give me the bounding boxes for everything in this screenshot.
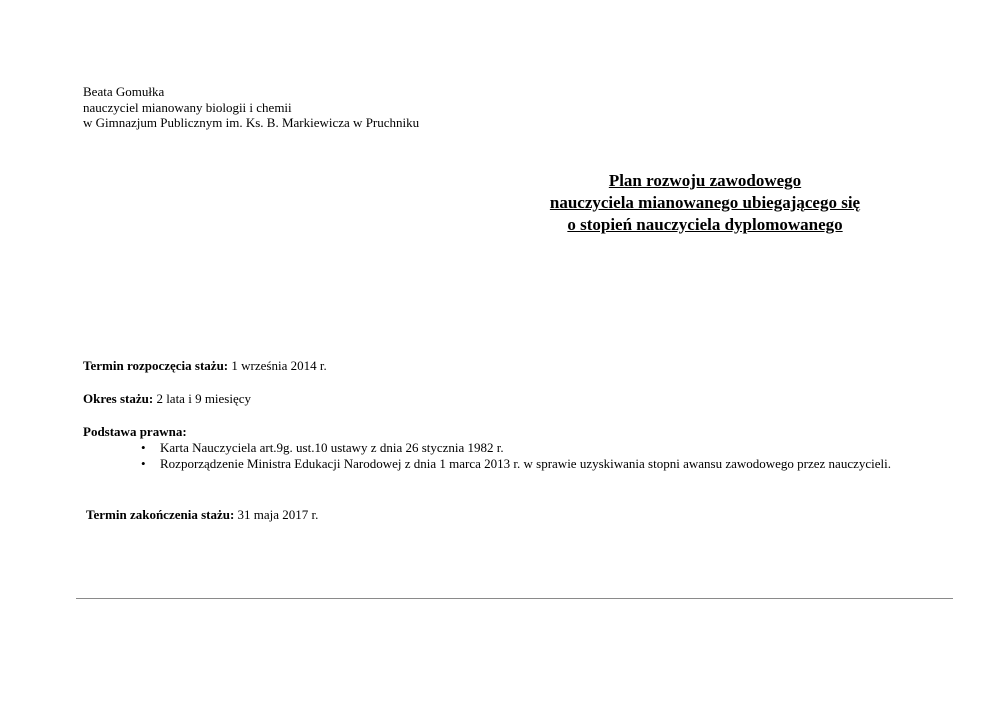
- bullet-icon: •: [141, 440, 146, 455]
- legal-basis-item: [141, 456, 901, 472]
- bullet-icon: •: [141, 456, 146, 471]
- internship-end-value: 31 maja 2017 r.: [234, 507, 319, 522]
- horizontal-divider: [76, 598, 953, 599]
- author-name: Beata Gomułka: [83, 84, 165, 99]
- internship-end-label: Termin zakończenia stażu:: [86, 507, 235, 522]
- legal-basis-item-text: Rozporządzenie Ministra Edukacji Narodowej z dnia 1 marca 2013 r. w sprawie uzyskiwania stopni awansu zawodowego przez nauczycieli.: [160, 456, 891, 471]
- internship-start-label: Termin rozpoczęcia stażu:: [83, 358, 229, 373]
- author-school: w Gimnazjum Publicznym im. Ks. B. Markiewicza w Pruchniku: [83, 115, 420, 130]
- legal-basis-label: Podstawa prawna:: [83, 424, 187, 439]
- legal-basis-list: [141, 440, 901, 472]
- internship-period-value: 2 lata i 9 miesięcy: [153, 391, 252, 406]
- legal-basis-item-text: Karta Nauczyciela art.9g. ust.10 ustawy z dnia 26 stycznia 1982 r.: [160, 440, 504, 455]
- internship-start-value: 1 września 2014 r.: [228, 358, 327, 373]
- author-position: nauczyciel mianowany biologii i chemii: [83, 99, 292, 115]
- title-line-3: o stopień nauczyciela dyplomowanego: [567, 215, 843, 234]
- internship-end: [86, 507, 318, 523]
- author-block: [83, 84, 419, 131]
- legal-basis-item: [141, 440, 901, 456]
- title-line-2: nauczyciela mianowanego ubiegającego się: [549, 193, 861, 212]
- document-title: [505, 170, 905, 236]
- internship-period: [83, 391, 251, 407]
- title-line-1: Plan rozwoju zawodowego: [608, 171, 802, 190]
- internship-start: [83, 358, 327, 374]
- internship-period-label: Okres stażu:: [83, 391, 154, 406]
